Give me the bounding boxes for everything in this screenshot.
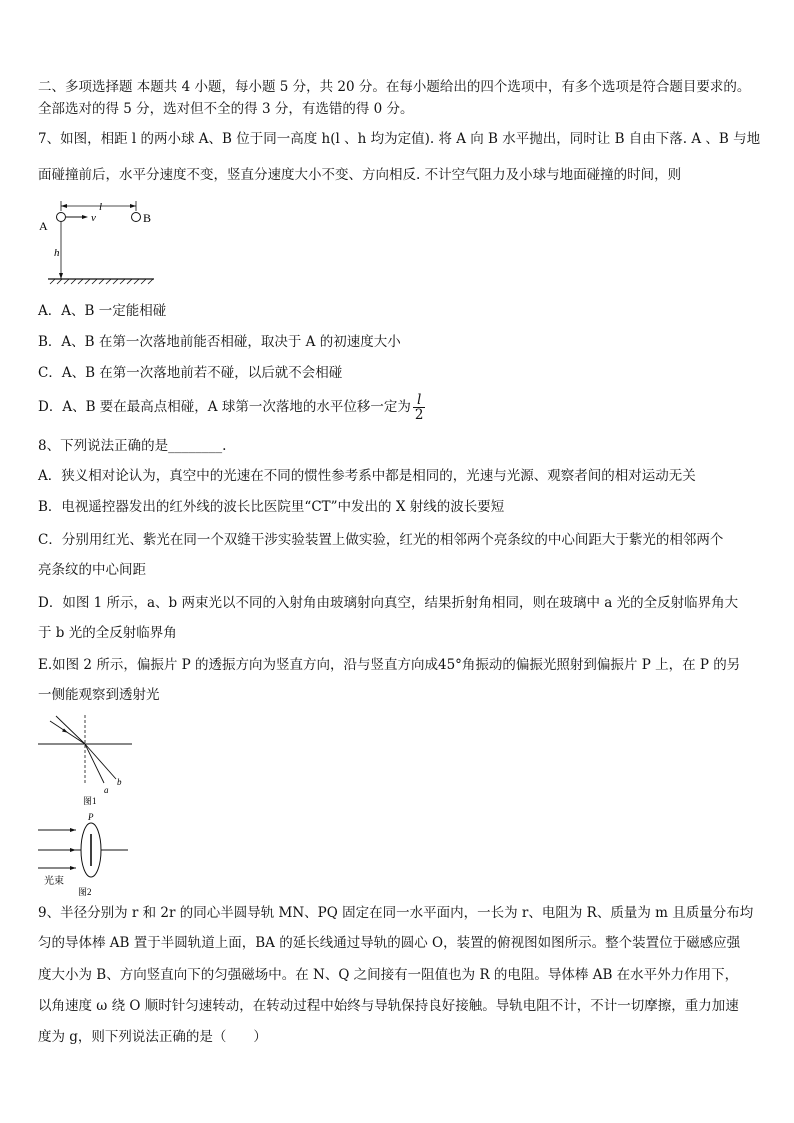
q7-option-b: B．A、B 在第一次落地前能否相碰，取决于 A 的初速度大小 [38, 334, 401, 350]
ball-a [57, 213, 66, 222]
figure-2 [36, 810, 136, 898]
q8-option-d-line2: 于 b 光的全反射临界角 [38, 625, 177, 641]
q7-option-c: C．A、B 在第一次落地前若不碰，以后就不会相碰 [38, 365, 343, 381]
section-heading-line2: 全部选对的得 5 分，选对但不全的得 3 分，有选错的得 0 分。 [38, 101, 414, 117]
label-p: P [88, 812, 94, 822]
label-v: v [91, 212, 96, 224]
q7-option-d-text: D．A、B 要在最高点相碰，A 球第一次落地的水平位移一定为 [38, 399, 411, 415]
q9-stem-line2: 匀的导体棒 AB 置于半圆轨道上面，BA 的延长线通过导轨的圆心 O，装置的俯视图如图所示。整个装置位于磁感应强 [38, 935, 741, 951]
q7-option-a: A．A、B 一定能相碰 [38, 303, 167, 319]
label-a-ray: a [104, 785, 109, 795]
label-a: A [39, 219, 48, 233]
fraction-l-over-2: $\frac{l}{2}$ [414, 392, 424, 423]
q9-stem-line3: 度大小为 B、方向竖直向下的匀强磁场中。在 N、Q 之间接有一阻值也为 R 的电阻。导体棒 AB 在水平外力作用下， [38, 967, 739, 983]
q9-stem-line5: 度为 g，则下列说法正确的是（ ） [38, 1029, 267, 1045]
ball-b [132, 213, 141, 222]
q8-option-c-line1: C．分别用红光、紫光在同一个双缝干涉实验装置上做实验，红光的相邻两个亮条纹的中心间距大于紫光的相邻两个 [38, 532, 724, 548]
label-b: B [143, 211, 152, 225]
label-l: l [99, 201, 103, 213]
q8-option-e-line1: E.如图 2 所示，偏振片 P 的透振方向为竖直方向，沿与竖直方向成45°角振动的偏振光照射到偏振片 P 上，在 P 的另 [38, 657, 741, 673]
label-b-ray: b [117, 777, 122, 787]
label-light-beam: 光束 [44, 876, 64, 887]
q9-stem-line4: 以角速度 ω 绕 O 顺时针匀速转动，在转动过程中始终与导轨保持良好接触。导轨电阻不计，不计一切摩擦，重力加速 [38, 998, 739, 1014]
q8-option-a: A．狭义相对论认为，真空中的光速在不同的惯性参考系中都是相同的，光速与光源、观察者间的相对运动无关 [38, 468, 696, 484]
q8-option-b: B．电视遥控器发出的红外线的波长比医院里“CT”中发出的 X 射线的波长要短 [38, 499, 505, 515]
q8-option-e-line2: 一侧能观察到透射光 [38, 687, 160, 703]
q7-stem-line2: 面碰撞前后，水平分速度不变，竖直分速度大小不变、方向相反. 不计空气阻力及小球与地面碰撞的时间，则 [38, 167, 682, 183]
q7-option-d [38, 393, 425, 422]
q9-stem-line1: 9、半径分别为 r 和 2r 的同心半圆导轨 MN、PQ 固定在同一水平面内，一长为 r、电阻为 R、质量为 m 且质量分布均 [38, 905, 754, 921]
section-heading-line1: 二、多项选择题 本题共 4 小题，每小题 5 分，共 20 分。在每小题给出的四个选项中，有多个选项是符合题目要求的。 [38, 79, 751, 95]
figure-1-caption: 图1 [83, 796, 97, 806]
q7-figure [36, 198, 166, 288]
q7-stem-line1: 7、如图，相距 l 的两小球 A、B 位于同一高度 h(l 、h 均为定值). 将 A 向 B 水平抛出，同时让 B 自由下落. A 、B 与地 [38, 131, 761, 147]
q8-option-c-line2: 亮条纹的中心间距 [38, 562, 146, 578]
figure-1 [36, 713, 136, 808]
q8-stem: 8、下列说法正确的是________. [38, 438, 227, 454]
label-h: h [54, 247, 60, 259]
q8-option-d-line1: D．如图 1 所示，a、b 两束光以不同的入射角由玻璃射向真空，结果折射角相同，则在玻璃中 a 光的全反射临界角大 [38, 595, 739, 611]
figure-2-caption: 图2 [78, 887, 92, 897]
